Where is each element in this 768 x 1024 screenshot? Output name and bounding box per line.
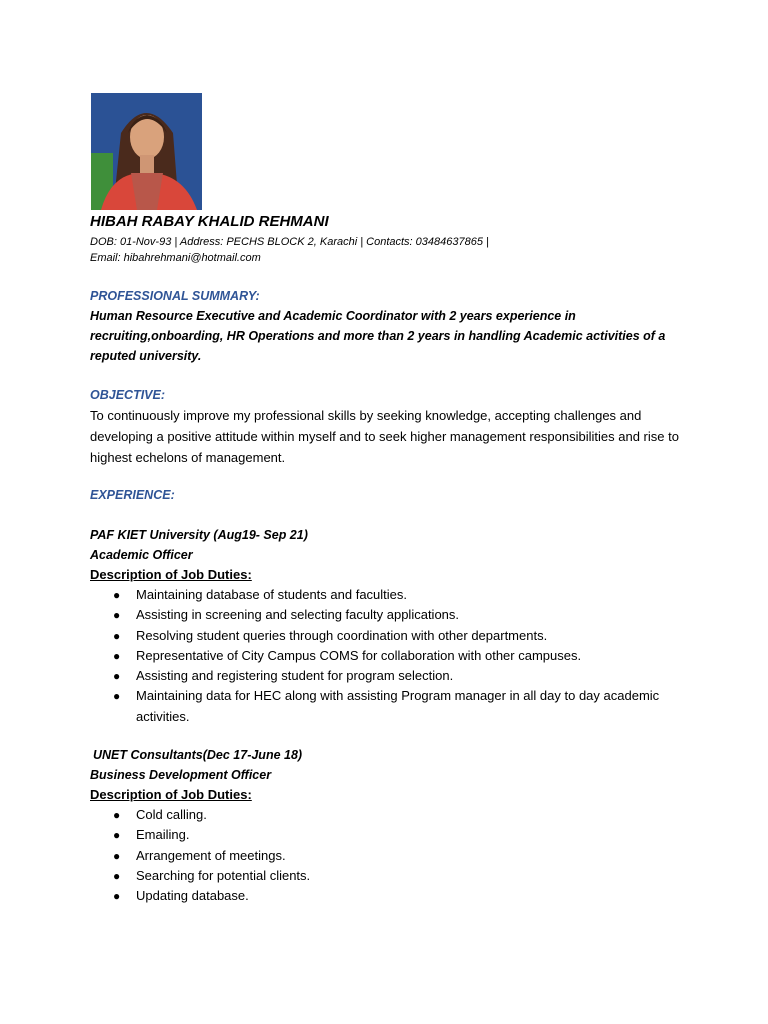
experience-heading: EXPERIENCE: (90, 488, 175, 502)
list-item: ● Assisting and registering student for program selection. (90, 666, 690, 686)
list-item: ● Resolving student queries through coordination with other departments. (90, 626, 690, 646)
bullet-icon: ● (113, 588, 121, 602)
bullet-icon: ● (113, 889, 121, 904)
profile-photo (91, 93, 202, 210)
list-item: ● Emailing. (90, 825, 690, 845)
summary-text: Human Resource Executive and Academic Coordinator with 2 years experience in recruiting,onboarding, HR Operations and more than 2 years in handling Academic activities of a reputed university. (90, 309, 666, 363)
bullet-icon: ● (113, 608, 121, 623)
list-item: ● Searching for potential clients. (90, 866, 690, 886)
job-title: Academic Officer (90, 548, 193, 562)
list-item: ● Representative of City Campus COMS for collaboration with other campuses. (90, 646, 690, 666)
bullet-icon: ● (113, 689, 121, 704)
list-item: ● Maintaining data for HEC along with assisting Program manager in all day to day academic activities. (113, 688, 660, 724)
contact-line-1: DOB: 01-Nov-93 | Address: PECHS BLOCK 2, Karachi | Contacts: 03484637865 | (90, 236, 489, 248)
bullet-icon: ● (113, 669, 121, 684)
contact-email: Email: hibahrehmani@hotmail.com (90, 252, 261, 264)
duties-label: Description of Job Duties: (90, 787, 252, 802)
candidate-name: HIBAH RABAY KHALID REHMANI (90, 213, 329, 230)
bullet-icon: ● (113, 828, 121, 843)
duties-label: Description of Job Duties: (90, 567, 252, 582)
job-company: PAF KIET University (Aug19- Sep 21) (90, 528, 308, 542)
objective-text: To continuously improve my professional skills by seeking knowledge, accepting challenges and developing a positive attitude within myself and to seek higher management responsibilities and rise to highest echelons of management. (90, 408, 679, 465)
objective-heading: OBJECTIVE: (90, 388, 166, 402)
list-item: ● Maintaining database of students and faculties. (90, 585, 690, 605)
bullet-icon: ● (113, 868, 121, 883)
job-company: UNET Consultants(Dec 17-June 18) (93, 748, 303, 762)
list-item: ● Cold calling. (90, 805, 690, 825)
list-item: ● Arrangement of meetings. (90, 846, 690, 866)
list-item: ● Assisting in screening and selecting faculty applications. (90, 605, 690, 625)
list-item: ● Updating database. (90, 886, 690, 906)
bullet-icon: ● (113, 648, 121, 663)
bullet-icon: ● (113, 808, 121, 822)
job-title: Business Development Officer (90, 768, 272, 782)
duties-list (90, 805, 690, 906)
duties-list (90, 585, 690, 727)
bullet-icon: ● (113, 848, 121, 863)
bullet-icon: ● (113, 628, 121, 643)
summary-heading: PROFESSIONAL SUMMARY: (90, 289, 260, 303)
